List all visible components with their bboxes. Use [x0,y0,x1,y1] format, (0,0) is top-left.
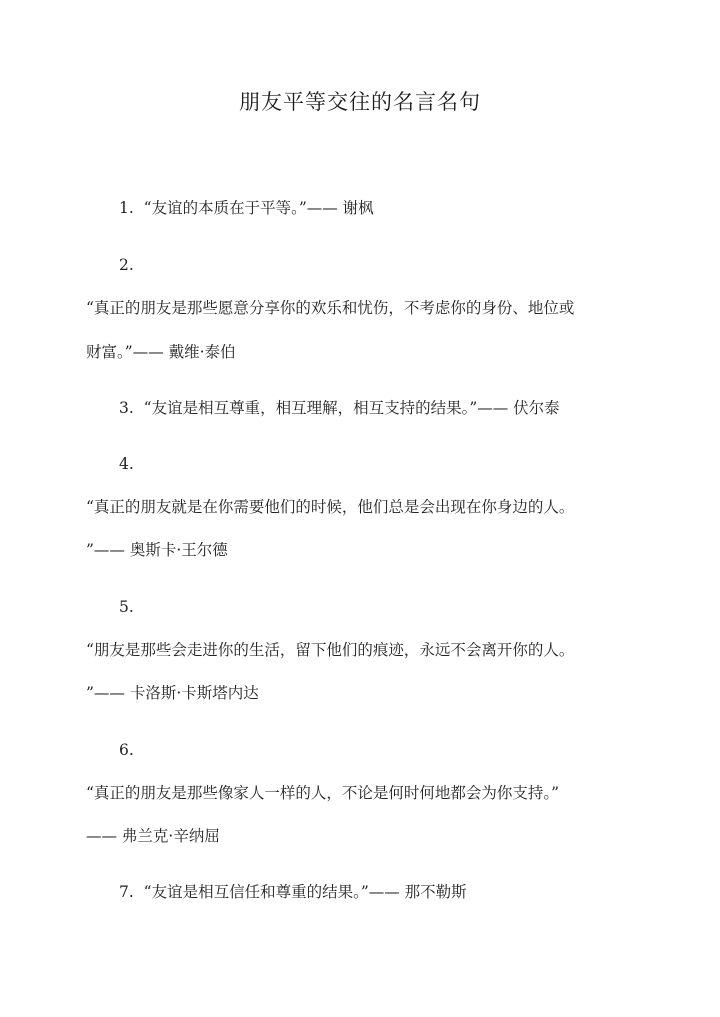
quote-2-line-1: “真正的朋友是那些愿意分享你的欢乐和忧伤，不考虑你的身份、地位或 [86,299,575,317]
quote-4-number: 4. [119,455,134,473]
quote-5-number: 5. [119,598,134,616]
quote-7 [119,880,467,904]
quote-6-number: 6. [119,741,134,759]
quote-6-line-1: “真正的朋友是那些像家人一样的人，不论是何时何地都会为你支持。” [86,784,560,802]
quote-text: “友谊是相互尊重，相互理解，相互支持的结果。”—— 伏尔泰 [143,399,560,417]
quote-1 [119,196,374,220]
quote-2-number: 2. [119,256,134,274]
quote-2-line-2: 财富。”—— 戴维·泰伯 [86,343,236,361]
quote-3 [119,396,560,420]
quote-number: 1. [119,199,134,217]
quote-5-line-1: “朋友是那些会走进你的生活，留下他们的痕迹，永远不会离开你的人。 [86,641,575,659]
quote-number: 7. [119,883,134,901]
quote-5-line-2: ”—— 卡洛斯·卡斯塔内达 [86,684,259,702]
quote-4-line-2: ”—— 奥斯卡·王尔德 [86,541,228,559]
quote-6-line-2: —— 弗兰克·辛纳屈 [86,827,220,845]
quote-text: “友谊是相互信任和尊重的结果。”—— 那不勒斯 [143,883,467,901]
quote-text: “友谊的本质在于平等。”—— 谢枫 [143,199,374,217]
quote-number: 3. [119,399,134,417]
document-title: 朋友平等交往的名言名句 [239,90,481,114]
quote-4-line-1: “真正的朋友就是在你需要他们的时候，他们总是会出现在你身边的人。 [86,498,575,516]
